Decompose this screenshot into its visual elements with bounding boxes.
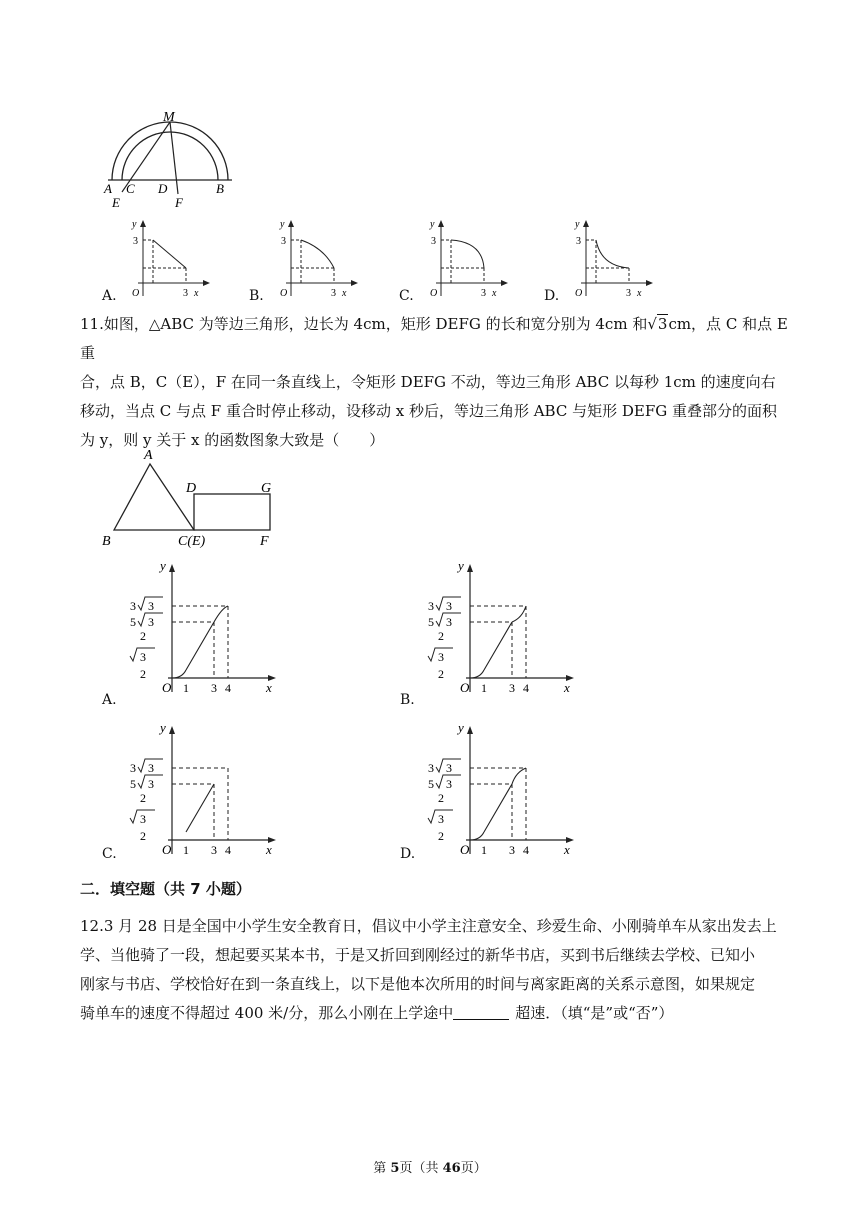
q10-option-c-label: C. (399, 288, 414, 304)
q11-triangle-rectangle-figure (98, 444, 288, 550)
y-axis-arrow (169, 726, 175, 734)
q12-text-4b: 超速．（填“是”或“否”） (515, 1004, 674, 1022)
q10-option-d-graph (561, 218, 656, 303)
origin-label: O (460, 842, 470, 857)
curve-seg2 (186, 784, 214, 832)
q11-option-c-label: C. (102, 846, 117, 862)
curve-seg3 (512, 768, 526, 784)
q11-option-d-label: D. (400, 846, 416, 862)
label-A: A (104, 181, 112, 196)
label-F: F (175, 195, 183, 210)
q12-line2: 学、当他骑了一段，想起要买某本书，于是又折回到刚经过的新华书店，买到书后继续去学校、已知小 (80, 946, 756, 964)
q10-option-c-graph (416, 218, 511, 303)
x-tick: 3 (481, 288, 486, 299)
origin-label: O (162, 680, 172, 695)
x-axis-label: x (492, 288, 497, 299)
x-tick-1: 1 (481, 681, 487, 695)
q11-text-1: 如图，△ABC 为等边三角形，边长为 4cm，矩形 DEFG 的长和宽分别为 4cm 和 (103, 315, 648, 333)
y-label-low-den: 2 (438, 667, 444, 681)
x-tick: 3 (331, 288, 336, 299)
x-tick-1: 1 (481, 843, 487, 857)
x-tick-4: 4 (225, 843, 231, 857)
q12-number: 12. (80, 917, 104, 935)
y-label-mid-radicand: 3 (446, 615, 452, 629)
y-label-low-den: 2 (438, 829, 444, 843)
curve-seg3 (214, 606, 228, 622)
x-axis-label: x (564, 680, 570, 695)
curve-seg1 (470, 832, 484, 840)
label-CE: C(E) (178, 534, 206, 549)
curve-seg2 (484, 784, 512, 832)
x-tick-3: 3 (509, 681, 515, 695)
y-label-top-coef: 3 (130, 599, 136, 613)
x-tick-1: 1 (183, 681, 189, 695)
q11-option-c-graph (120, 718, 280, 858)
q11-line4: 为 y，则 y 关于 x 的函数图象大致是（ ） (80, 431, 385, 449)
q12-line4 (80, 999, 800, 1028)
y-label-top-radicand: 3 (446, 761, 452, 775)
q12-question (80, 912, 800, 1028)
x-tick-1: 1 (183, 843, 189, 857)
q11-option-b-graph (418, 556, 578, 696)
x-tick-3: 3 (509, 843, 515, 857)
y-axis-label: y (160, 558, 166, 573)
origin-label: O (280, 288, 288, 299)
q12-line1 (80, 912, 800, 941)
x-axis-label: x (266, 680, 272, 695)
q10-option-d-label: D. (544, 288, 560, 304)
curve-seg2 (186, 622, 214, 670)
y-tick: 3 (576, 236, 581, 247)
footer-post: 页） (460, 1161, 487, 1176)
q11-text-1-end: cm，点 C 和点 E 重 (80, 315, 788, 362)
y-label-mid-den: 2 (140, 791, 146, 805)
label-F: F (260, 534, 269, 549)
x-axis-label: x (637, 288, 642, 299)
footer-total-pages: 46 (442, 1161, 461, 1176)
y-label-low-radicand: 3 (438, 812, 444, 826)
q11-option-a-graph (120, 556, 280, 696)
y-axis-label: y (430, 219, 435, 230)
section-heading: 二．填空题（共 7 小题） (80, 880, 251, 898)
y-axis-label: y (458, 558, 464, 573)
y-axis-label: y (160, 720, 166, 735)
label-A: A (144, 448, 153, 463)
q10-option-b-graph (266, 218, 361, 303)
curve-seg1 (470, 670, 484, 678)
q11-line1 (80, 310, 800, 368)
y-axis-arrow (467, 726, 473, 734)
q11-option-a-label: A. (102, 692, 117, 708)
footer-mid: 页（共 (399, 1161, 443, 1176)
y-label-top-radicand: 3 (148, 599, 154, 613)
q11-sqrt-value: 3 (657, 315, 668, 333)
q12-line3: 刚家与书店、学校恰好在到一条直线上，以下是他本次所用的时间与离家距离的关系示意图，如果规定 (80, 975, 756, 993)
x-tick: 3 (183, 288, 188, 299)
curve-seg3 (512, 606, 526, 622)
q11-option-d-graph (418, 718, 578, 858)
y-label-mid-den: 2 (438, 791, 444, 805)
origin-label: O (132, 288, 140, 299)
y-axis-label: y (458, 720, 464, 735)
q11-number: 11. (80, 315, 104, 333)
curve-seg1 (172, 670, 186, 678)
y-axis-arrow (169, 564, 175, 572)
y-label-mid-coef: 5 (130, 615, 136, 629)
y-tick: 3 (133, 236, 138, 247)
origin-label: O (575, 288, 583, 299)
label-M: M (163, 110, 175, 125)
footer-page-number: 5 (390, 1161, 400, 1176)
y-label-mid-coef: 5 (428, 777, 434, 791)
x-axis-label: x (266, 842, 272, 857)
q11-option-b-label: B. (400, 692, 415, 708)
answer-blank[interactable] (453, 1003, 509, 1020)
y-label-low-radicand: 3 (438, 650, 444, 664)
y-label-low-radicand: 3 (140, 812, 146, 826)
y-axis-label: y (575, 219, 580, 230)
q10-option-b-label: B. (249, 288, 264, 304)
sqrt-icon: √ (647, 315, 657, 333)
y-axis-arrow (467, 564, 473, 572)
y-tick: 3 (431, 236, 436, 247)
page-footer (0, 1157, 860, 1176)
y-axis-label: y (132, 219, 137, 230)
x-tick-4: 4 (523, 843, 529, 857)
q10-option-a-graph (118, 218, 213, 303)
curve-seg2 (484, 622, 512, 670)
q10-option-a-label: A. (102, 288, 117, 304)
y-label-mid-radicand: 3 (446, 777, 452, 791)
y-label-top-coef: 3 (428, 599, 434, 613)
y-label-low-radicand: 3 (140, 650, 146, 664)
y-label-top-radicand: 3 (446, 599, 452, 613)
q10-semicircle-figure (100, 106, 235, 212)
label-B: B (102, 534, 111, 549)
q11-line2: 合，点 B，C（E），F 在同一条直线上，令矩形 DEFG 不动，等边三角形 ABC 以每秒 1cm 的速度向右 (80, 373, 776, 391)
x-tick-3: 3 (211, 681, 217, 695)
footer-pre: 第 (373, 1161, 391, 1176)
y-label-mid-den: 2 (438, 629, 444, 643)
y-label-mid-coef: 5 (130, 777, 136, 791)
y-label-top-coef: 3 (428, 761, 434, 775)
x-tick-4: 4 (225, 681, 231, 695)
q11-question (80, 310, 800, 455)
q11-line3: 移动，当点 C 与点 F 重合时停止移动，设移动 x 秒后，等边三角形 ABC 与矩形 DEFG 重叠部分的面积 (80, 402, 778, 420)
label-D: D (186, 481, 197, 496)
label-B: B (216, 181, 224, 196)
origin-label: O (430, 288, 438, 299)
x-tick-4: 4 (523, 681, 529, 695)
label-E: E (112, 195, 120, 210)
y-label-mid-radicand: 3 (148, 777, 154, 791)
q12-text-1: 3 月 28 日是全国中小学生安全教育日，倡议中小学主注意安全、珍爱生命、小刚骑单车从家出发去上 (103, 917, 777, 935)
x-axis-label: x (194, 288, 199, 299)
origin-label: O (162, 842, 172, 857)
label-C: C (126, 181, 135, 196)
q12-text-4a: 骑单车的速度不得超过 400 米/分，那么小刚在上学途中 (80, 1004, 454, 1022)
x-axis-label: x (342, 288, 347, 299)
label-G: G (261, 481, 272, 496)
y-tick: 3 (281, 236, 286, 247)
y-label-low-den: 2 (140, 667, 146, 681)
x-axis-label: x (564, 842, 570, 857)
y-label-top-coef: 3 (130, 761, 136, 775)
y-axis-label: y (280, 219, 285, 230)
y-label-mid-radicand: 3 (148, 615, 154, 629)
y-label-mid-coef: 5 (428, 615, 434, 629)
origin-label: O (460, 680, 470, 695)
x-tick-3: 3 (211, 843, 217, 857)
y-label-mid-den: 2 (140, 629, 146, 643)
y-label-low-den: 2 (140, 829, 146, 843)
y-label-top-radicand: 3 (148, 761, 154, 775)
x-tick: 3 (626, 288, 631, 299)
label-D: D (158, 181, 168, 196)
